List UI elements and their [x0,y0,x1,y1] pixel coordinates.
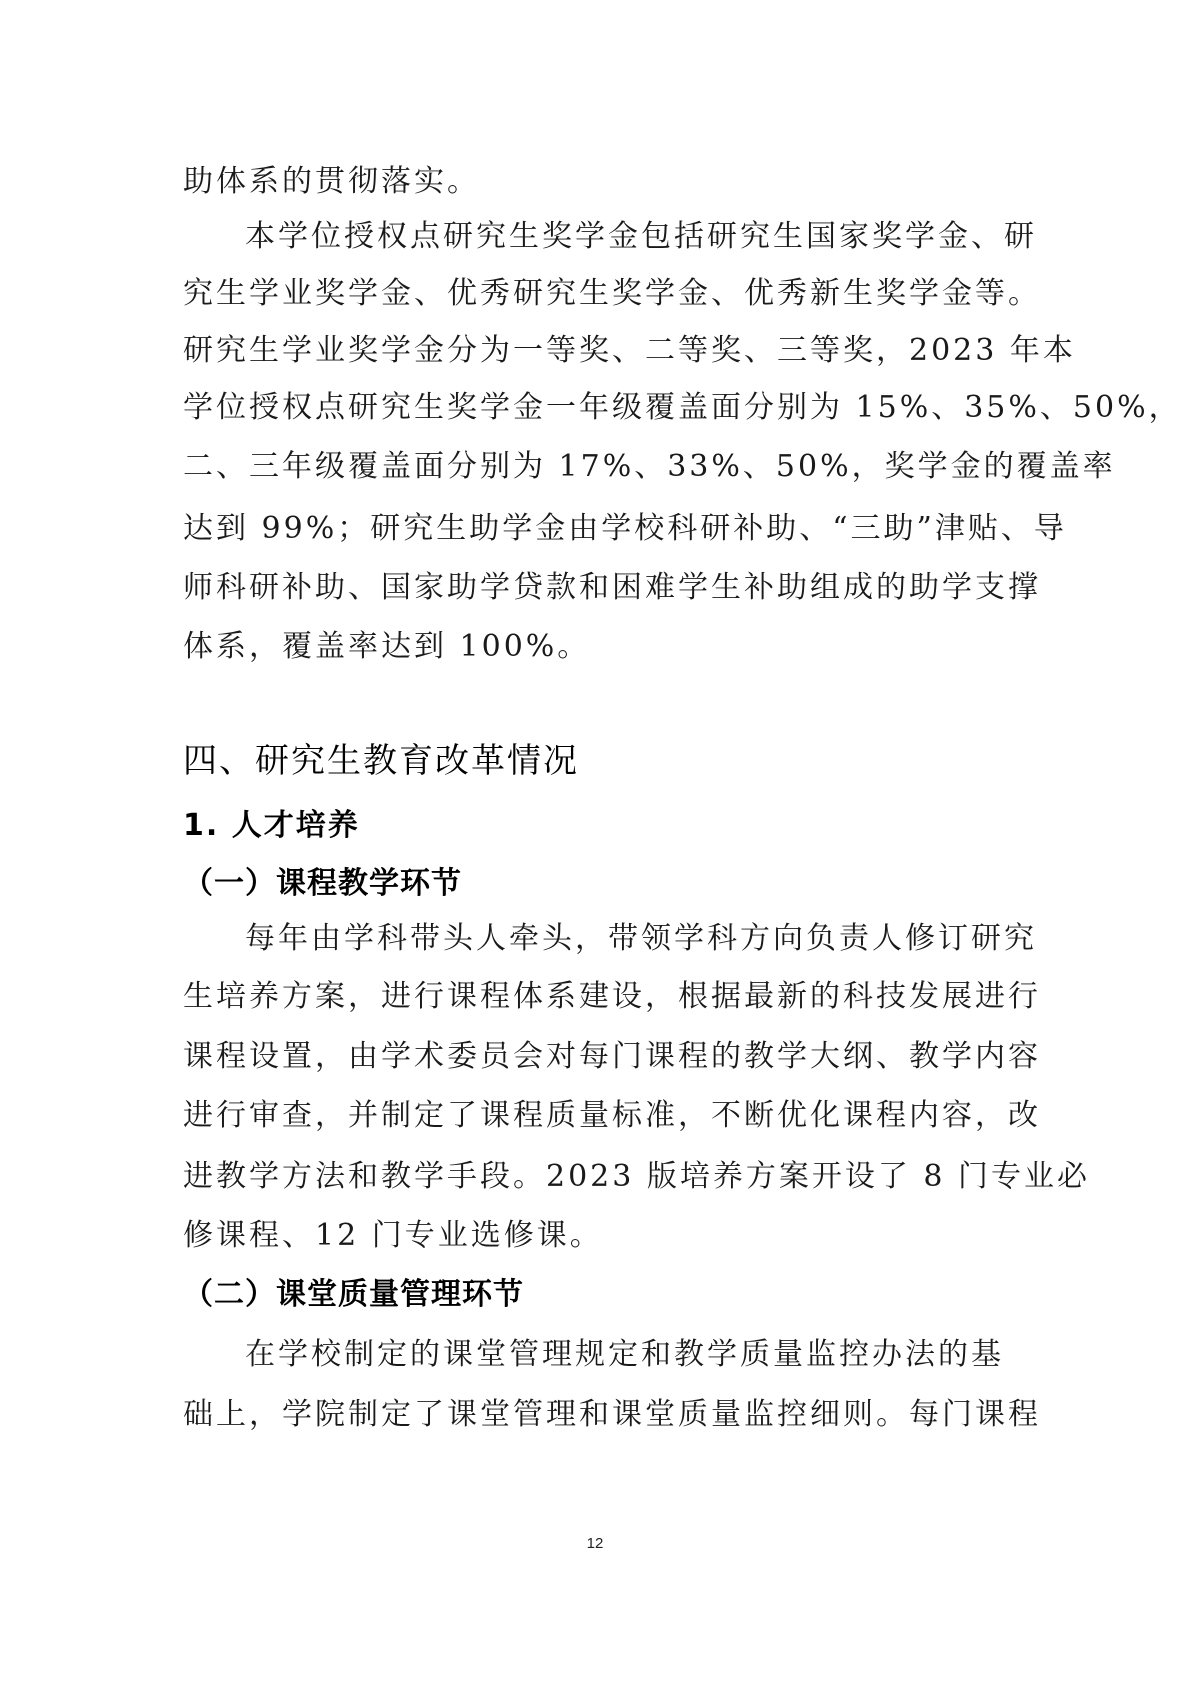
body-text-line: 学位授权点研究生奖学金一年级覆盖面分别为 15%、35%、50%， [183,390,1182,425]
body-text-line: 师科研补助、国家助学贷款和困难学生补助组成的助学支撑 [183,570,1041,605]
sub-item-heading-classroom-quality: （二）课堂质量管理环节 [183,1277,524,1312]
body-text-line: 进教学方法和教学手段。2023 版培养方案开设了 8 门专业必 [183,1159,1091,1194]
sub-item-heading-course-teaching: （一）课程教学环节 [183,866,462,901]
subsection-heading: 1. 人才培养 [183,808,360,843]
body-text-line: 生培养方案，进行课程体系建设，根据最新的科技发展进行 [183,979,1041,1014]
body-text-line: 本学位授权点研究生奖学金包括研究生国家奖学金、研 [245,219,1037,254]
body-text-line: 进行审查，并制定了课程质量标准，不断优化课程内容，改 [183,1098,1041,1133]
body-text-line: 二、三年级覆盖面分别为 17%、33%、50%，奖学金的覆盖率 [183,449,1116,484]
page-number: 12 [586,1535,604,1552]
body-text-line: 达到 99%；研究生助学金由学校科研补助、“三助”津贴、导 [183,511,1067,546]
body-text-line: 础上，学院制定了课堂管理和课堂质量监控细则。每门课程 [183,1397,1041,1432]
body-text-line: 课程设置，由学术委员会对每门课程的教学大纲、教学内容 [183,1039,1041,1074]
body-text-line: 究生学业奖学金、优秀研究生奖学金、优秀新生奖学金等。 [183,276,1041,311]
body-text-line: 在学校制定的课堂管理规定和教学质量监控办法的基 [245,1337,1004,1372]
body-text-line: 助体系的贯彻落实。 [183,164,480,199]
body-text-line: 体系，覆盖率达到 100%。 [183,629,591,664]
section-heading: 四、研究生教育改革情况 [183,741,579,781]
body-text-line: 研究生学业奖学金分为一等奖、二等奖、三等奖，2023 年本 [183,333,1076,368]
body-text-line: 每年由学科带头人牵头，带领学科方向负责人修订研究 [245,921,1037,956]
body-text-line: 修课程、12 门专业选修课。 [183,1218,603,1253]
